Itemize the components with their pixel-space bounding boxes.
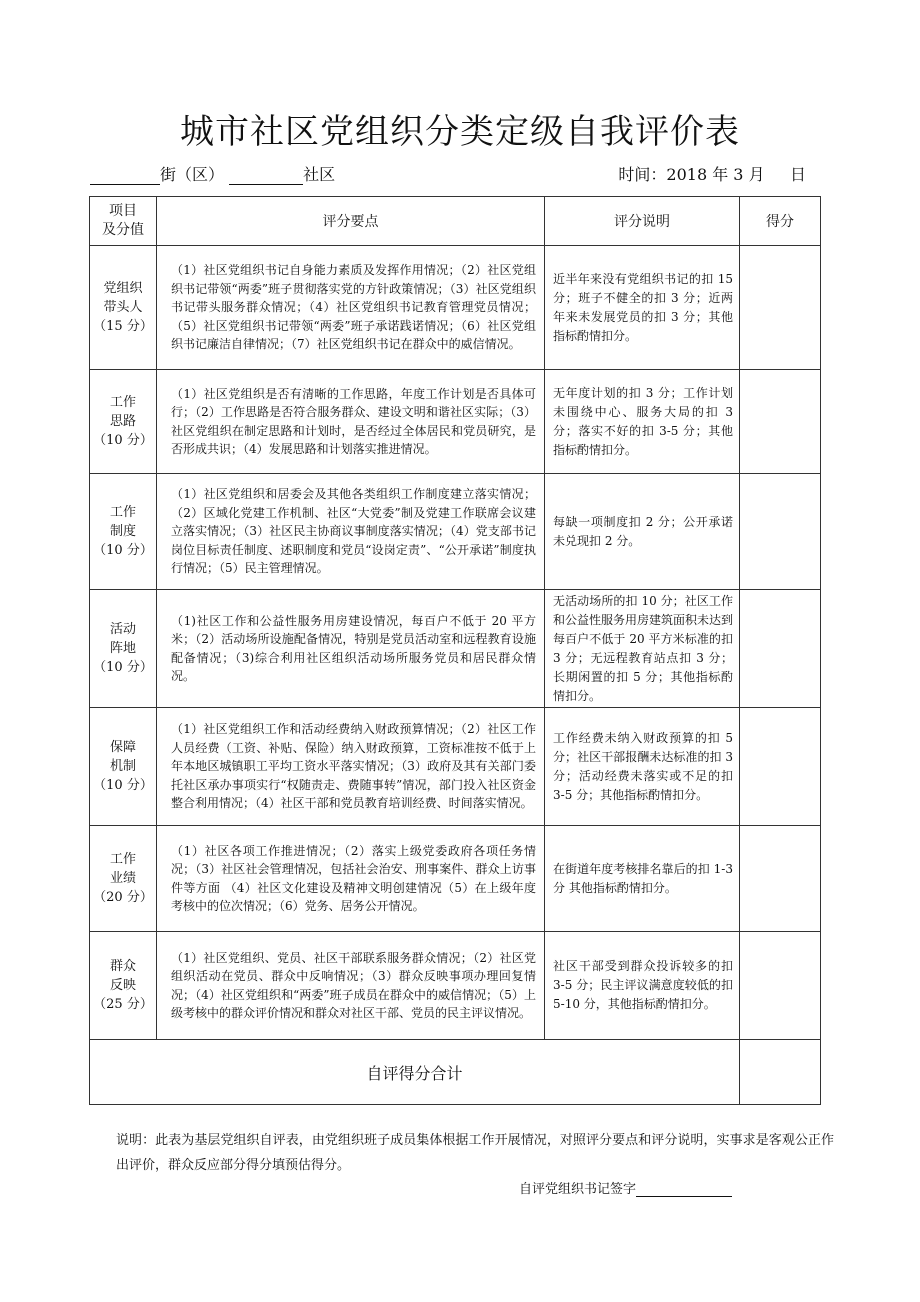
table-row bbox=[90, 932, 821, 1040]
header-line bbox=[90, 162, 810, 184]
time-label: 时间：2018 年 3 月 日 bbox=[618, 165, 806, 184]
table-row bbox=[90, 474, 821, 590]
col-header-item: 项目 及分值 bbox=[90, 197, 157, 246]
row-desc-cell: 无活动场所的扣 10 分；社区工作和公益性服务用房建筑面积未达到每百户不低于 20 平方米标准的扣 3 分；无远程教育站点扣 3 分；长期闲置的扣 5 分；其他指标酌情扣分。 bbox=[545, 590, 740, 708]
row-desc-cell: 近半年来没有党组织书记的扣 15 分；班子不健全的扣 3 分；近两年来未发展党员的扣 3 分；其他指标酌情扣分。 bbox=[545, 246, 740, 370]
total-label: 自评得分合计 bbox=[90, 1040, 740, 1105]
total-score-cell[interactable] bbox=[740, 1040, 821, 1105]
row-item-cell: 群众 反映 （25 分） bbox=[90, 932, 157, 1040]
row-desc-cell: 无年度计划的扣 3 分；工作计划未围绕中心、服务大局的扣 3 分；落实不好的扣 3-5 分；其他指标酌情扣分。 bbox=[545, 370, 740, 474]
row-points-cell: （1）社区党组织工作和活动经费纳入财政预算情况；（2）社区工作人员经费（工资、补贴、保险）纳入财政预算，工资标准按不低于上年本地区城镇职工平均工资水平落实情况；（3）政府及其有关部门委托社区承办事项实行“权随责走、费随事转”情况，部门投入社区资金整合利用情况；（4）社区干部和党员教育培训经费、时间落实情况。 bbox=[157, 708, 545, 826]
row-item-cell: 党组织 带头人 （15 分） bbox=[90, 246, 157, 370]
row-score-cell[interactable] bbox=[740, 246, 821, 370]
row-item-cell: 工作 思路 （10 分） bbox=[90, 370, 157, 474]
row-score-cell[interactable] bbox=[740, 708, 821, 826]
page-title: 城市社区党组织分类定级自我评价表 bbox=[180, 112, 740, 152]
row-item-cell: 工作 制度 （10 分） bbox=[90, 474, 157, 590]
explanation-note: 说明：此表为基层党组织自评表，由党组织班子成员集体根据工作开展情况，对照评分要点和评分说明，实事求是客观公正作出评价，群众反应部分得分填预估得分。 bbox=[116, 1133, 834, 1173]
row-desc-cell: 工作经费未纳入财政预算的扣 5 分；社区干部报酬未达标准的扣 3 分；活动经费未落实或不足的扣 3-5 分；其他指标酌情扣分。 bbox=[545, 708, 740, 826]
row-points-cell: （1）社区党组织和居委会及其他各类组织工作制度建立落实情况；（2）区域化党建工作机制、社区“大党委”制及党建工作联席会议建立落实情况；（3）社区民主协商议事制度落实情况；（4）党支部书记岗位目标责任制度、述职制度和党员“设岗定责”、“公开承诺”制度执行情况；（5）民主管理情况。 bbox=[157, 474, 545, 590]
signature-label: 自评党组织书记签字 bbox=[519, 1182, 637, 1197]
row-points-cell: （1）社区党组织书记自身能力素质及发挥作用情况；（2）社区党组织书记带领“两委”班子贯彻落实党的方针政策情况；（3）社区党组织书记带头服务群众情况；（4）社区党组织书记教育管理党员情况；（5）社区党组织书记带领“两委”班子承诺践诺情况；（6）社区党组织书记廉洁自律情况；（7）社区党组织书记在群众中的威信情况。 bbox=[157, 246, 545, 370]
row-item-cell: 活动 阵地 （10 分） bbox=[90, 590, 157, 708]
table-row bbox=[90, 370, 821, 474]
row-points-cell: （1）社区党组织是否有清晰的工作思路，年度工作计划是否具体可行；（2）工作思路是否符合服务群众、建设文明和谐社区实际；（3）社区党组织在制定思路和计划时，是否经过全体居民和党员研究，是否形成共识；（4）发展思路和计划落实推进情况。 bbox=[157, 370, 545, 474]
col-header-score: 得分 bbox=[740, 197, 821, 246]
row-desc-cell: 在街道年度考核排名靠后的扣 1-3 分 其他指标酌情扣分。 bbox=[545, 826, 740, 932]
col-header-points: 评分要点 bbox=[157, 197, 545, 246]
row-score-cell[interactable] bbox=[740, 474, 821, 590]
row-item-cell: 保障 机制 （10 分） bbox=[90, 708, 157, 826]
row-points-cell: （1）社区党组织、党员、社区干部联系服务群众情况；（2）社区党组织活动在党员、群众中反响情况；（3）群众反映事项办理回复情况；（4）社区党组织和“两委”班子成员在群众中的威信情况；（5）上级考核中的群众评价情况和群众对社区干部、党员的民主评议情况。 bbox=[157, 932, 545, 1040]
community-label: 社区 bbox=[303, 165, 336, 184]
community-blank[interactable] bbox=[229, 167, 303, 185]
table-header-row bbox=[90, 197, 821, 246]
table-row bbox=[90, 246, 821, 370]
row-score-cell[interactable] bbox=[740, 370, 821, 474]
table-row bbox=[90, 590, 821, 708]
row-desc-cell: 每缺一项制度扣 2 分；公开承诺未兑现扣 2 分。 bbox=[545, 474, 740, 590]
street-blank[interactable] bbox=[90, 167, 160, 185]
row-desc-cell: 社区干部受到群众投诉较多的扣 3-5 分；民主评议满意度较低的扣 5-10 分，其他指标酌情扣分。 bbox=[545, 932, 740, 1040]
location-fields bbox=[90, 162, 335, 185]
signature-blank[interactable] bbox=[636, 1181, 732, 1197]
table-row bbox=[90, 708, 821, 826]
row-points-cell: （1）社区各项工作推进情况；（2）落实上级党委政府各项任务情况；（3）社区社会管理情况，包括社会治安、刑事案件、群众上访事件等方面 （4）社区文化建设及精神文明创建情况（5）在上级年度考核中的位次情况；（6）党务、居务公开情况。 bbox=[157, 826, 545, 932]
row-item-cell: 工作 业绩 （20 分） bbox=[90, 826, 157, 932]
signature-line bbox=[519, 1178, 732, 1197]
row-score-cell[interactable] bbox=[740, 826, 821, 932]
row-score-cell[interactable] bbox=[740, 932, 821, 1040]
row-score-cell[interactable] bbox=[740, 590, 821, 708]
row-points-cell: （1)社区工作和公益性服务用房建设情况，每百户不低于 20 平方米；（2）活动场所设施配备情况，特别是党员活动室和远程教育设施配备情况；（3)综合利用社区组织活动场所服务党员和居民群众情况。 bbox=[157, 590, 545, 708]
street-label: 街（区） bbox=[160, 165, 225, 184]
total-row bbox=[90, 1040, 821, 1105]
table-row bbox=[90, 826, 821, 932]
evaluation-table bbox=[89, 196, 821, 1105]
col-header-desc: 评分说明 bbox=[545, 197, 740, 246]
